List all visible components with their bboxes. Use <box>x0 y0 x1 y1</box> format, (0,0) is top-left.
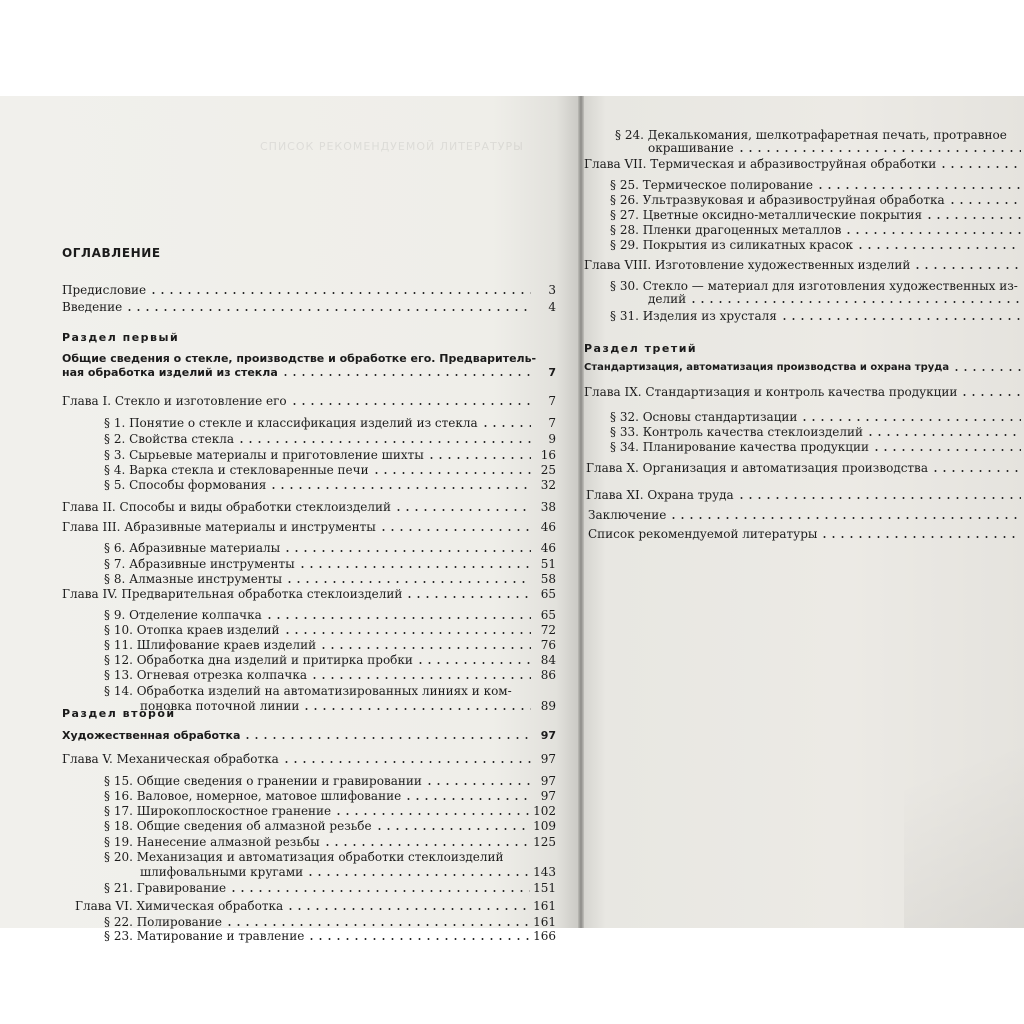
entry-label: § 29. Покрытия из силикатных красок <box>610 238 854 252</box>
entry-page: 97 <box>540 774 556 788</box>
entry-page: 65 <box>540 587 556 601</box>
entry-label: § 27. Цветные оксидно-металлические покрытия <box>610 208 923 222</box>
toc-paragraph-13 <box>104 669 556 682</box>
bleed-through-header: СПИСОК РЕКОМЕНДУЕМОЙ ЛИТЕРАТУРЫ <box>260 140 524 153</box>
entry-page: 125 <box>533 835 556 849</box>
toc-paragraph-23 <box>104 930 556 943</box>
toc-paragraph-15 <box>104 775 556 788</box>
entry-page: 161 <box>533 915 556 929</box>
toc-paragraph-14 <box>140 700 556 713</box>
entry-label: § 34. Планирование качества продукции <box>610 440 870 454</box>
entry-page: 16 <box>540 448 556 462</box>
toc-chapter-7 <box>584 158 1024 171</box>
entry-label: Глава VIII. Изготовление художественных изделий <box>584 258 911 272</box>
section-2-heading <box>62 729 556 742</box>
toc-paragraph-3 <box>104 449 556 462</box>
toc-paragraph-24 <box>648 142 1024 155</box>
entry-page: 84 <box>540 653 556 667</box>
toc-paragraph-21 <box>104 882 556 895</box>
toc-paragraph-17 <box>104 805 556 818</box>
section-3-heading <box>584 361 1024 374</box>
toc-paragraph-34 <box>610 441 1024 454</box>
entry-page: 38 <box>540 500 556 514</box>
toc-chapter-5 <box>62 753 556 766</box>
entry-label: § 8. Алмазные инструменты <box>104 572 283 586</box>
toc-paragraph-7 <box>104 558 556 571</box>
entry-label: § 16. Валовое, номерное, матовое шлифование <box>104 789 402 803</box>
entry-page: 151 <box>533 881 556 895</box>
entry-label: § 32. Основы стандартизации <box>610 410 798 424</box>
toc-paragraph-12 <box>104 654 556 667</box>
section-2-title: Раздел второй <box>62 707 176 720</box>
entry-label: поновка поточной линии <box>140 699 300 713</box>
section-1-heading <box>62 366 556 379</box>
entry-page: 143 <box>533 865 556 879</box>
entry-label: § 31. Изделия из хрусталя <box>610 309 777 323</box>
entry-page: 97 <box>540 729 556 742</box>
entry-label: § 25. Термическое полирование <box>610 178 813 192</box>
entry-label: § 26. Ультразвуковая и абразивоструйная обработка <box>610 193 945 207</box>
toc-chapter-1 <box>62 395 556 408</box>
entry-label: Глава XI. Охрана труда <box>586 488 734 502</box>
entry-page: 76 <box>540 638 556 652</box>
toc-chapter-11 <box>586 489 1024 502</box>
entry-page: 166 <box>533 929 556 943</box>
section-1-heading-line1: Общие сведения о стекле, производстве и обработке его. Предваритель- <box>62 352 537 365</box>
entry-label: § 19. Нанесение алмазной резьбы <box>104 835 320 849</box>
entry-label: § 33. Контроль качества стеклоизделий <box>610 425 863 439</box>
entry-label: § 28. Пленки драгоценных металлов <box>610 223 842 237</box>
toc-paragraph-25 <box>610 179 1024 192</box>
entry-label: Глава VII. Термическая и абразивоструйная обработки <box>584 157 937 171</box>
toc-paragraph-6 <box>104 542 556 555</box>
toc-entry-intro <box>62 301 556 314</box>
entry-page: 7 <box>548 416 556 430</box>
toc-paragraph-27 <box>610 209 1024 222</box>
page-shadow <box>904 656 1024 928</box>
entry-page: 89 <box>540 699 556 713</box>
entry-label: § 4. Варка стекла и стекловаренные печи <box>104 463 369 477</box>
toc-literature <box>588 528 1024 541</box>
entry-label: Глава X. Организация и автоматизация производства <box>586 461 928 475</box>
toc-paragraph-18 <box>104 820 556 833</box>
entry-label: § 1. Понятие о стекле и классификация изделий из стекла <box>104 416 478 430</box>
toc-paragraph-33 <box>610 426 1024 439</box>
right-page <box>584 96 1024 928</box>
toc-paragraph-14-line1: § 14. Обработка изделий на автоматизированных линиях и ком- <box>104 684 512 698</box>
entry-label: делий <box>648 292 687 306</box>
entry-page: 25 <box>540 463 556 477</box>
entry-page: 97 <box>540 752 556 766</box>
entry-label: § 10. Отопка краев изделий <box>104 623 280 637</box>
toc-paragraph-32 <box>610 411 1024 424</box>
entry-page: 161 <box>533 899 556 913</box>
entry-label: шлифовальными кругами <box>140 865 304 879</box>
entry-label: Предисловие <box>62 283 147 297</box>
toc-paragraph-22 <box>104 916 556 929</box>
left-page <box>0 96 580 943</box>
entry-label: ная обработка изделий из стекла <box>62 366 278 379</box>
toc-paragraph-30 <box>648 293 1024 306</box>
entry-label: § 18. Общие сведения об алмазной резьбе <box>104 819 372 833</box>
toc-paragraph-28 <box>610 224 1024 237</box>
entry-page: 51 <box>540 557 556 571</box>
open-book <box>0 96 1024 943</box>
toc-paragraph-2 <box>104 433 556 446</box>
entry-label: § 9. Отделение колпачка <box>104 608 262 622</box>
section-1-title: Раздел первый <box>62 331 180 344</box>
toc-chapter-6 <box>75 900 556 913</box>
entry-label: § 17. Широкоплоскостное гранение <box>104 804 332 818</box>
toc-chapter-4 <box>62 588 556 601</box>
entry-page: 58 <box>540 572 556 586</box>
entry-page: 32 <box>540 478 556 492</box>
entry-label: Глава III. Абразивные материалы и инструменты <box>62 520 376 534</box>
toc-chapter-2 <box>62 501 556 514</box>
entry-label: § 22. Полирование <box>104 915 222 929</box>
entry-label: § 23. Матирование и травление <box>104 929 305 943</box>
entry-label: Глава IX. Стандартизация и контроль качества продукции <box>584 385 958 399</box>
entry-page: 9 <box>548 432 556 446</box>
toc-chapter-10 <box>586 462 1024 475</box>
toc-paragraph-1 <box>104 417 556 430</box>
toc-paragraph-30-line1: § 30. Стекло — материал для изготовления художественных из- <box>610 279 1018 293</box>
entry-label: Введение <box>62 300 123 314</box>
toc-paragraph-26 <box>610 194 1024 207</box>
entry-label: § 12. Обработка дна изделий и притирка пробки <box>104 653 413 667</box>
toc-entry-preface <box>62 284 556 297</box>
entry-page: 72 <box>540 623 556 637</box>
entry-page: 109 <box>533 819 556 833</box>
toc-paragraph-20-line1: § 20. Механизация и автоматизация обработки стеклоизделий <box>104 850 504 864</box>
entry-label: Глава IV. Предварительная обработка стеклоизделий <box>62 587 403 601</box>
toc-conclusion <box>588 509 1024 522</box>
entry-page: 4 <box>548 300 556 314</box>
entry-label: § 11. Шлифование краев изделий <box>104 638 317 652</box>
toc-chapter-9 <box>584 386 1024 399</box>
entry-label: § 3. Сырьевые материалы и приготовление шихты <box>104 448 424 462</box>
toc-paragraph-19 <box>104 836 556 849</box>
entry-page: 46 <box>540 520 556 534</box>
entry-label: Список рекомендуемой литературы <box>588 527 818 541</box>
section-3-title: Раздел третий <box>584 342 698 355</box>
entry-label: § 2. Свойства стекла <box>104 432 235 446</box>
entry-label: § 15. Общие сведения о гранении и гравировании <box>104 774 422 788</box>
entry-label: § 5. Способы формования <box>104 478 267 492</box>
entry-page: 7 <box>548 366 556 379</box>
entry-page: 7 <box>548 394 556 408</box>
toc-chapter-8 <box>584 259 1024 272</box>
toc-chapter-3 <box>62 521 556 534</box>
entry-label: Художественная обработка <box>62 729 241 742</box>
toc-paragraph-8 <box>104 573 556 586</box>
toc-paragraph-10 <box>104 624 556 637</box>
entry-label: § 21. Гравирование <box>104 881 227 895</box>
toc-paragraph-31 <box>610 310 1024 323</box>
entry-page: 97 <box>540 789 556 803</box>
entry-label: Заключение <box>588 508 667 522</box>
entry-page: 102 <box>533 804 556 818</box>
entry-page: 3 <box>548 283 556 297</box>
entry-label: § 6. Абразивные материалы <box>104 541 281 555</box>
entry-label: окрашивание <box>648 141 734 155</box>
entry-label: Стандартизация, автоматизация производства и охрана труда <box>584 362 950 373</box>
toc-heading: ОГЛАВЛЕНИЕ <box>62 246 161 260</box>
toc-paragraph-9 <box>104 609 556 622</box>
toc-paragraph-5 <box>104 479 556 492</box>
toc-paragraph-24-line1: § 24. Декалькомания, шелкотрафаретная печать, протравное <box>615 128 1007 142</box>
entry-label: Глава V. Механическая обработка <box>62 752 279 766</box>
toc-paragraph-16 <box>104 790 556 803</box>
entry-page: 86 <box>540 668 556 682</box>
entry-label: Глава VI. Химическая обработка <box>75 899 284 913</box>
entry-label: § 13. Огневая отрезка колпачка <box>104 668 307 682</box>
toc-paragraph-20 <box>140 866 556 879</box>
entry-page: 46 <box>540 541 556 555</box>
toc-paragraph-11 <box>104 639 556 652</box>
entry-label: Глава I. Стекло и изготовление его <box>62 394 287 408</box>
toc-paragraph-29 <box>610 239 1024 252</box>
entry-label: § 7. Абразивные инструменты <box>104 557 295 571</box>
entry-page: 65 <box>540 608 556 622</box>
toc-paragraph-4 <box>104 464 556 477</box>
entry-label: Глава II. Способы и виды обработки стеклоизделий <box>62 500 391 514</box>
